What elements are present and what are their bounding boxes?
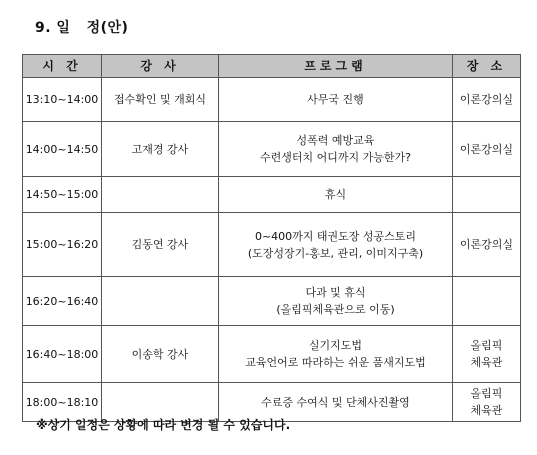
speaker-cell: 이송학 강사 xyxy=(102,326,219,383)
place-line: 이론강의실 xyxy=(459,142,514,156)
time-cell: 15:00~16:20 xyxy=(23,213,102,277)
program-line: (올림픽체육관으로 이동) xyxy=(276,303,395,316)
program-cell xyxy=(219,122,453,177)
time-cell: 14:00~14:50 xyxy=(23,122,102,177)
time-cell: 13:10~14:00 xyxy=(23,78,102,122)
program-line: 성폭력 예방교육 xyxy=(296,134,375,147)
program-cell xyxy=(219,213,453,277)
place-cell xyxy=(453,277,521,326)
section-title: 9. 일 정(안) xyxy=(35,20,129,36)
program-line: 다과 및 휴식 xyxy=(305,286,366,299)
table-row xyxy=(23,326,521,383)
table-row xyxy=(23,78,521,122)
schedule-change-note: ※상기 일정은 상황에 따라 변경 될 수 있습니다. xyxy=(36,418,291,432)
program-line: 사무국 진행 xyxy=(307,93,364,106)
schedule-table xyxy=(22,54,521,422)
table-row xyxy=(23,177,521,213)
program-line: 수료증 수여식 및 단체사진촬영 xyxy=(261,395,410,409)
table-row xyxy=(23,213,521,277)
program-cell xyxy=(219,177,453,213)
place-cell xyxy=(453,78,521,122)
header-program: 프로그램 xyxy=(219,55,453,78)
speaker-cell xyxy=(102,177,219,213)
program-line: 휴식 xyxy=(324,188,347,201)
header-time: 시 간 xyxy=(23,55,102,78)
place-line: 올림픽 xyxy=(470,387,503,400)
header-place: 장 소 xyxy=(453,55,521,78)
time-cell: 16:40~18:00 xyxy=(23,326,102,383)
place-cell xyxy=(453,177,521,213)
place-line: 올림픽 xyxy=(470,339,503,352)
program-cell xyxy=(219,326,453,383)
place-line: 체육관 xyxy=(470,404,503,417)
program-line: 0~400까지 태권도장 성공스토리 xyxy=(254,229,417,243)
place-cell xyxy=(453,213,521,277)
program-line: 수련생터치 어디까지 가능한가? xyxy=(260,151,411,164)
speaker-cell: 접수확인 및 개회식 xyxy=(102,78,219,122)
header-speaker: 강 사 xyxy=(102,55,219,78)
program-line: 실기지도법 xyxy=(308,339,363,352)
speaker-cell xyxy=(102,277,219,326)
program-line: (도장성장기-홍보, 관리, 이미지구축) xyxy=(247,246,424,260)
place-cell xyxy=(453,122,521,177)
table-body xyxy=(23,78,521,422)
place-line: 체육관 xyxy=(470,356,503,369)
time-cell: 18:00~18:10 xyxy=(23,383,102,422)
table-row xyxy=(23,277,521,326)
speaker-cell: 김동연 강사 xyxy=(102,213,219,277)
time-cell: 14:50~15:00 xyxy=(23,177,102,213)
place-cell xyxy=(453,326,521,383)
place-cell xyxy=(453,383,521,422)
table-row xyxy=(23,122,521,177)
program-line: 교육언어로 따라하는 쉬운 품새지도법 xyxy=(245,356,426,369)
program-cell xyxy=(219,78,453,122)
speaker-cell: 고재경 강사 xyxy=(102,122,219,177)
place-line: 이론강의실 xyxy=(459,238,514,251)
time-cell: 16:20~16:40 xyxy=(23,277,102,326)
place-line: 이론강의실 xyxy=(459,93,514,106)
program-cell xyxy=(219,277,453,326)
table-header-row xyxy=(23,55,521,78)
